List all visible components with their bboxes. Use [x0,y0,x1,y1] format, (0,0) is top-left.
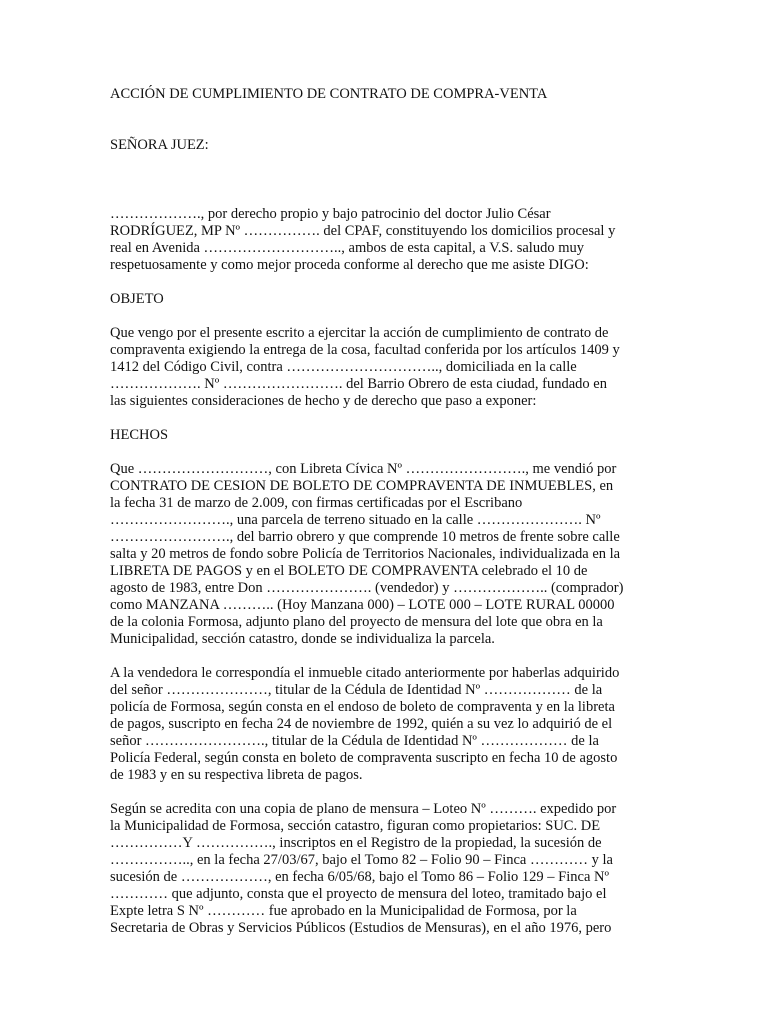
hechos-line: Secretaria de Obras y Servicios Públicos (Estudios de Mensuras), en el año 1976, pero [110,920,612,936]
spacer [110,274,660,291]
hechos-line: Según se acredita con una copia de plano de mensura – Loteo Nº ………. expedido por [110,801,617,817]
spacer [110,444,660,461]
hechos-line: señor ……………………., titular de la Cédula de Identidad Nº ……………… de la [110,733,599,749]
objeto-line: 1412 del Código Civil, contra ………………………….., domiciliada en la calle [110,359,577,375]
hechos-line: Que ………………………, con Libreta Cívica Nº ……………………., me vendió por [110,461,617,477]
intro-line: respetuosamente y como mejor proceda conforme al derecho que me asiste DIGO: [110,257,589,273]
spacer [110,308,660,325]
hechos-paragraph-2 [110,665,660,784]
document-page [110,86,660,937]
spacer [110,648,660,665]
hechos-line: Municipalidad, sección catastro, donde se individualiza la parcela. [110,631,495,647]
hechos-line: como MANZANA ……….. (Hoy Manzana 000) – LOTE 000 – LOTE RURAL 00000 [110,597,615,613]
hechos-line: ………… que adjunto, consta que el proyecto de mensura del loteo, tramitado bajo el [110,886,607,902]
document-title: ACCIÓN DE CUMPLIMIENTO DE CONTRATO DE COMPRA-VENTA [110,86,548,102]
hechos-line: la Municipalidad de Formosa, sección catastro, figuran como propietarios: SUC. DE [110,818,601,834]
intro-line: real en Avenida ……………………….., ambos de esta capital, a V.S. saludo muy [110,240,584,256]
hechos-line: ……………………., una parcela de terreno situado en la calle …………………. Nº [110,512,601,528]
hechos-line: Expte letra S Nº ………… fue aprobado en la Municipalidad de Formosa, por la [110,903,577,919]
spacer [110,410,660,427]
hechos-line: A la vendedora le correspondía el inmueble citado anteriormente por haberlas adquirido [110,665,620,681]
hechos-line: ……………………., del barrio obrero y que comprende 10 metros de frente sobre calle [110,529,620,545]
hechos-line: del señor …………………, titular de la Cédula de Identidad Nº ……………… de la [110,682,603,698]
hechos-line: de la colonia Formosa, adjunto plano del proyecto de mensura del lote que obra en la [110,614,603,630]
heading-hechos: HECHOS [110,427,169,443]
salutation: SEÑORA JUEZ: [110,137,209,153]
objeto-line: compraventa exigiendo la entrega de la cosa, facultad conferida por los artículos 1409 y [110,342,620,358]
objeto-paragraph [110,325,660,410]
spacer [110,154,660,206]
spacer [110,784,660,801]
objeto-line: Que vengo por el presente escrito a ejercitar la acción de cumplimiento de contrato de [110,325,609,341]
intro-line: RODRÍGUEZ, MP Nº ……………. del CPAF, constituyendo los domicilios procesal y [110,223,616,239]
hechos-line: Policía Federal, según consta en boleto de compraventa suscripto en fecha 10 de agosto [110,750,618,766]
hechos-line: sucesión de ………………, en fecha 6/05/68, bajo el Tomo 86 – Folio 129 – Finca Nº [110,869,609,885]
heading-objeto: OBJETO [110,291,164,307]
hechos-line: …………….., en la fecha 27/03/67, bajo el Tomo 82 – Folio 90 – Finca ………… y la [110,852,613,868]
hechos-line: agosto de 1983, entre Don …………………. (vendedor) y ……………….. (comprador) [110,580,624,596]
hechos-line: policía de Formosa, según consta en el endoso de boleto de compraventa y en la libreta [110,699,615,715]
hechos-line: ……………Y ……………., inscriptos en el Registro de la propiedad, la sucesión de [110,835,602,851]
hechos-line: la fecha 31 de marzo de 2.009, con firmas certificadas por el Escribano [110,495,523,511]
intro-paragraph [110,206,660,274]
intro-line: ………………., por derecho propio y bajo patrocinio del doctor Julio César [110,206,551,222]
hechos-line: salta y 20 metros de fondo sobre Policía de Territorios Nacionales, individualizada en la [110,546,621,562]
hechos-line: CONTRATO DE CESION DE BOLETO DE COMPRAVENTA DE INMUEBLES, en [110,478,614,494]
objeto-line: las siguientes consideraciones de hecho y de derecho que paso a exponer: [110,393,537,409]
hechos-line: de 1983 y en su respectiva libreta de pagos. [110,767,363,783]
hechos-line: LIBRETA DE PAGOS y en el BOLETO DE COMPRAVENTA celebrado el 10 de [110,563,588,579]
hechos-paragraph-3 [110,801,660,937]
hechos-paragraph-1 [110,461,660,648]
objeto-line: ………………. Nº ……………………. del Barrio Obrero de esta ciudad, fundado en [110,376,607,392]
hechos-line: de pagos, suscripto en fecha 24 de noviembre de 1992, quién a su vez lo adquirió de el [110,716,613,732]
